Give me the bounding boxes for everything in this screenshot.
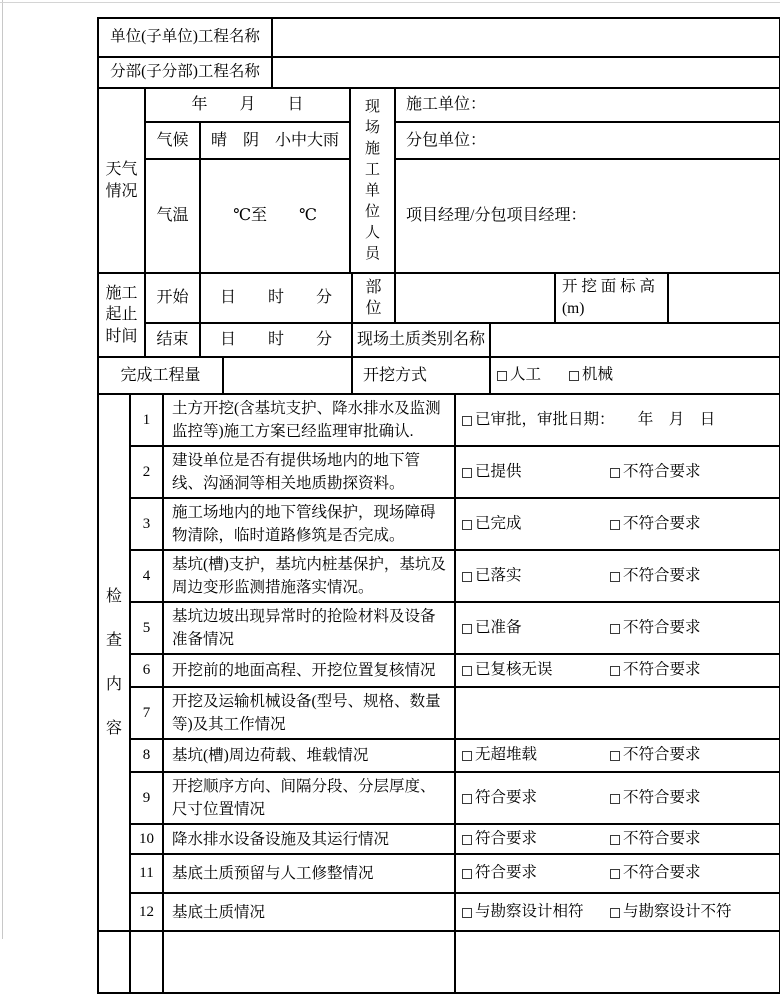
result-cell [455,654,780,687]
checkbox-icon[interactable] [610,751,620,761]
item-text: 基坑(槽)周边荷载、堆载情况 [163,739,455,772]
item-number [130,931,163,993]
subunit-project-name-value-cell[interactable] [272,57,780,88]
item-text: 基坑边坡出现异常时的抢险材料及设备准备情况 [163,602,455,654]
result-cell[interactable] [455,687,780,739]
climate-options-cell[interactable]: 晴 阴 小中大雨 [200,122,350,159]
option-label: 不符合要求 [623,514,701,532]
result-options [456,660,779,681]
item-text: 施工场地内的地下管线保护，现场障碍物清除，临时道路修筑是否完成。 [163,498,455,550]
checklist-row [99,687,780,739]
item-text: 开挖及运输机械设备(型号、规格、数量等)及其工作情况 [163,687,455,739]
option-label: 人工 [510,366,542,384]
result-cell[interactable] [455,931,780,993]
checkbox-icon[interactable] [462,869,472,879]
checklist-row [99,854,780,893]
checkbox-icon[interactable] [462,520,472,530]
start-label: 开始 [145,274,200,323]
option-label: 已完成 [475,514,522,532]
excavation-method-label: 开挖方式 [352,358,490,394]
site-staff-vertical-label: 现场施工单位人员 [350,89,395,273]
item-number: 2 [130,446,163,498]
item-number: 3 [130,498,163,550]
inspection-form-table [97,17,780,994]
checkbox-option[interactable] [462,829,610,850]
end-label: 结束 [145,323,200,357]
checkbox-option[interactable] [610,788,701,809]
result-options [456,566,779,587]
item-number: 12 [130,893,163,931]
option-label: 不符合要求 [623,829,701,847]
checkbox-icon[interactable] [610,520,620,530]
option-label: 不符合要求 [623,661,701,679]
checklist-row [99,446,780,498]
result-cell [455,550,780,602]
checkbox-icon[interactable] [610,468,620,478]
checkbox-option[interactable] [569,365,613,386]
item-text: 降水排水设备设施及其运行情况 [163,824,455,854]
item-number: 6 [130,654,163,687]
item-text: 基坑(槽)支护，基坑内桩基保护，基坑及周边变形监测措施落实情况。 [163,550,455,602]
option-label: 不符合要求 [623,566,701,584]
part-value-cell[interactable] [395,274,555,323]
option-label: 无超堆载 [475,746,538,764]
option-label: 不符合要求 [623,618,701,636]
option-label: 已落实 [475,566,522,584]
item-number: 9 [130,772,163,824]
completed-quantity-label: 完成工程量 [99,358,223,394]
item-text: 土方开挖(含基坑支护、降水排水及监测监控等)施工方案已经监理审批确认. [163,395,455,446]
temperature-value-cell[interactable]: ℃至 ℃ [200,159,350,273]
result-options [456,902,779,923]
option-label: 已准备 [475,618,522,636]
item-text: 开挖顺序方向、间隔分段、分层厚度、尺寸位置情况 [163,772,455,824]
checkbox-option[interactable] [610,618,701,639]
result-cell [455,602,780,654]
result-options [456,829,779,850]
checkbox-option[interactable] [462,462,610,483]
result-cell [455,824,780,854]
option-label: 不符合要求 [623,864,701,882]
checkbox-icon[interactable] [569,371,579,381]
result-cell [455,739,780,772]
option-label: 与勘察设计相符 [475,902,584,920]
checkbox-icon[interactable] [462,468,472,478]
project-manager-label-cell[interactable]: 项目经理/分包项目经理： [395,159,780,273]
unit-project-name-value-cell[interactable] [272,19,780,57]
checkbox-icon[interactable] [610,624,620,634]
checkbox-icon[interactable] [610,908,620,918]
item-number: 5 [130,602,163,654]
checkbox-option[interactable] [610,566,701,587]
option-label: 已复核无误 [475,661,553,679]
subunit-project-name-label: 分部(子分部)工程名称 [99,57,272,88]
checkbox-icon[interactable] [610,794,620,804]
item-number: 8 [130,739,163,772]
checklist-row [99,772,780,824]
result-cell [455,395,780,446]
checklist-row [99,550,780,602]
result-options [456,514,779,535]
checkbox-icon[interactable] [610,869,620,879]
checkbox-icon[interactable] [497,371,507,381]
checkbox-icon[interactable] [462,624,472,634]
checkbox-icon[interactable] [462,416,472,426]
excavation-method-cell [490,358,780,394]
item-number: 10 [130,824,163,854]
subcontractor-label-cell[interactable]: 分包单位： [395,122,780,159]
checkbox-icon[interactable] [462,751,472,761]
result-cell [455,498,780,550]
checkbox-option[interactable] [610,462,701,483]
result-cell [455,446,780,498]
option-label: 符合要求 [475,788,538,806]
excavation-method-options [491,365,779,386]
item-text: 基底土质情况 [163,893,455,931]
checkbox-option[interactable] [610,514,701,535]
result-options [456,788,779,809]
option-label: 不符合要求 [623,746,701,764]
checkbox-icon[interactable] [462,572,472,582]
soil-type-value-cell[interactable] [490,323,780,357]
elevation-value-cell[interactable] [668,274,780,323]
checkbox-option[interactable] [462,902,610,923]
schedule-section [99,274,780,358]
contractor-label-cell[interactable]: 施工单位： [395,89,780,122]
checklist-left-empty-cell [99,931,130,993]
climate-label: 气候 [145,122,200,159]
result-cell [455,772,780,824]
option-label: 不符合要求 [623,462,701,480]
result-options [456,863,779,884]
checkbox-icon[interactable] [610,572,620,582]
result-options [456,745,779,766]
result-options [456,462,779,483]
option-label: 与勘察设计不符 [623,902,732,920]
option-label: 已提供 [475,462,522,480]
checkbox-option[interactable] [610,902,732,923]
checklist-row [99,893,780,931]
checkbox-option[interactable] [610,660,701,681]
checkbox-option[interactable] [462,660,610,681]
checklist-row [99,395,780,446]
option-label: 符合要求 [475,864,538,882]
option-label: 符合要求 [475,829,538,847]
checkbox-icon[interactable] [462,835,472,845]
checkbox-option[interactable] [610,829,701,850]
schedule-section-label: 施工起止时间 [99,274,145,357]
checklist-row [99,654,780,687]
completed-quantity-value-cell[interactable] [223,358,352,394]
checkbox-option[interactable] [462,745,610,766]
weather-section [99,89,780,274]
item-text: 开挖前的地面高程、开挖位置复核情况 [163,654,455,687]
quantity-section [99,358,780,395]
item-text: 建设单位是否有提供场地内的地下管线、沟涵洞等相关地质勘探资料。 [163,446,455,498]
project-name-section [99,19,780,89]
checklist-row [99,739,780,772]
checklist-section [99,395,780,994]
checkbox-option[interactable] [462,410,715,431]
checkbox-option[interactable] [462,863,610,884]
item-number: 1 [130,395,163,446]
option-label: 机械 [582,366,614,384]
checkbox-option[interactable] [462,618,610,639]
checkbox-icon[interactable] [462,666,472,676]
checklist-row [99,602,780,654]
checkbox-option[interactable] [610,745,701,766]
item-number: 7 [130,687,163,739]
checklist-row [99,498,780,550]
excavation-elevation-label: 开 挖 面 标 高 (m) [555,274,668,323]
item-number: 11 [130,854,163,893]
checkbox-icon[interactable] [610,666,620,676]
part-label: 部位 [352,274,395,323]
checkbox-icon[interactable] [610,835,620,845]
start-datetime-cell[interactable]: 日 时 分 [200,274,352,323]
result-cell [455,893,780,931]
weather-section-label: 天气情况 [99,89,145,273]
page-edge-line-vertical [2,0,3,939]
checkbox-option[interactable] [462,566,610,587]
page-edge-line-horizontal [0,2,780,3]
weather-date-cell[interactable]: 年 月 日 [145,89,350,122]
result-cell [455,854,780,893]
checkbox-icon[interactable] [462,908,472,918]
inspection-content-label: 检查内容 [99,395,130,931]
checklist-row [99,824,780,854]
checkbox-option[interactable] [462,788,610,809]
item-text [163,931,455,993]
option-label: 不符合要求 [623,788,701,806]
checkbox-option[interactable] [610,863,701,884]
soil-type-label: 现场土质类别名称 [352,323,490,357]
temperature-label: 气温 [145,159,200,273]
end-datetime-cell[interactable]: 日 时 分 [200,323,352,357]
result-options [456,618,779,639]
result-options [456,410,779,431]
item-text: 基底土质预留与人工修整情况 [163,854,455,893]
checkbox-option[interactable] [497,365,569,386]
option-label: 已审批，审批日期： 年 月 日 [475,410,716,428]
unit-project-name-label: 单位(子单位)工程名称 [99,19,272,57]
checkbox-icon[interactable] [462,794,472,804]
checklist-row [99,931,780,993]
checkbox-option[interactable] [462,514,610,535]
item-number: 4 [130,550,163,602]
